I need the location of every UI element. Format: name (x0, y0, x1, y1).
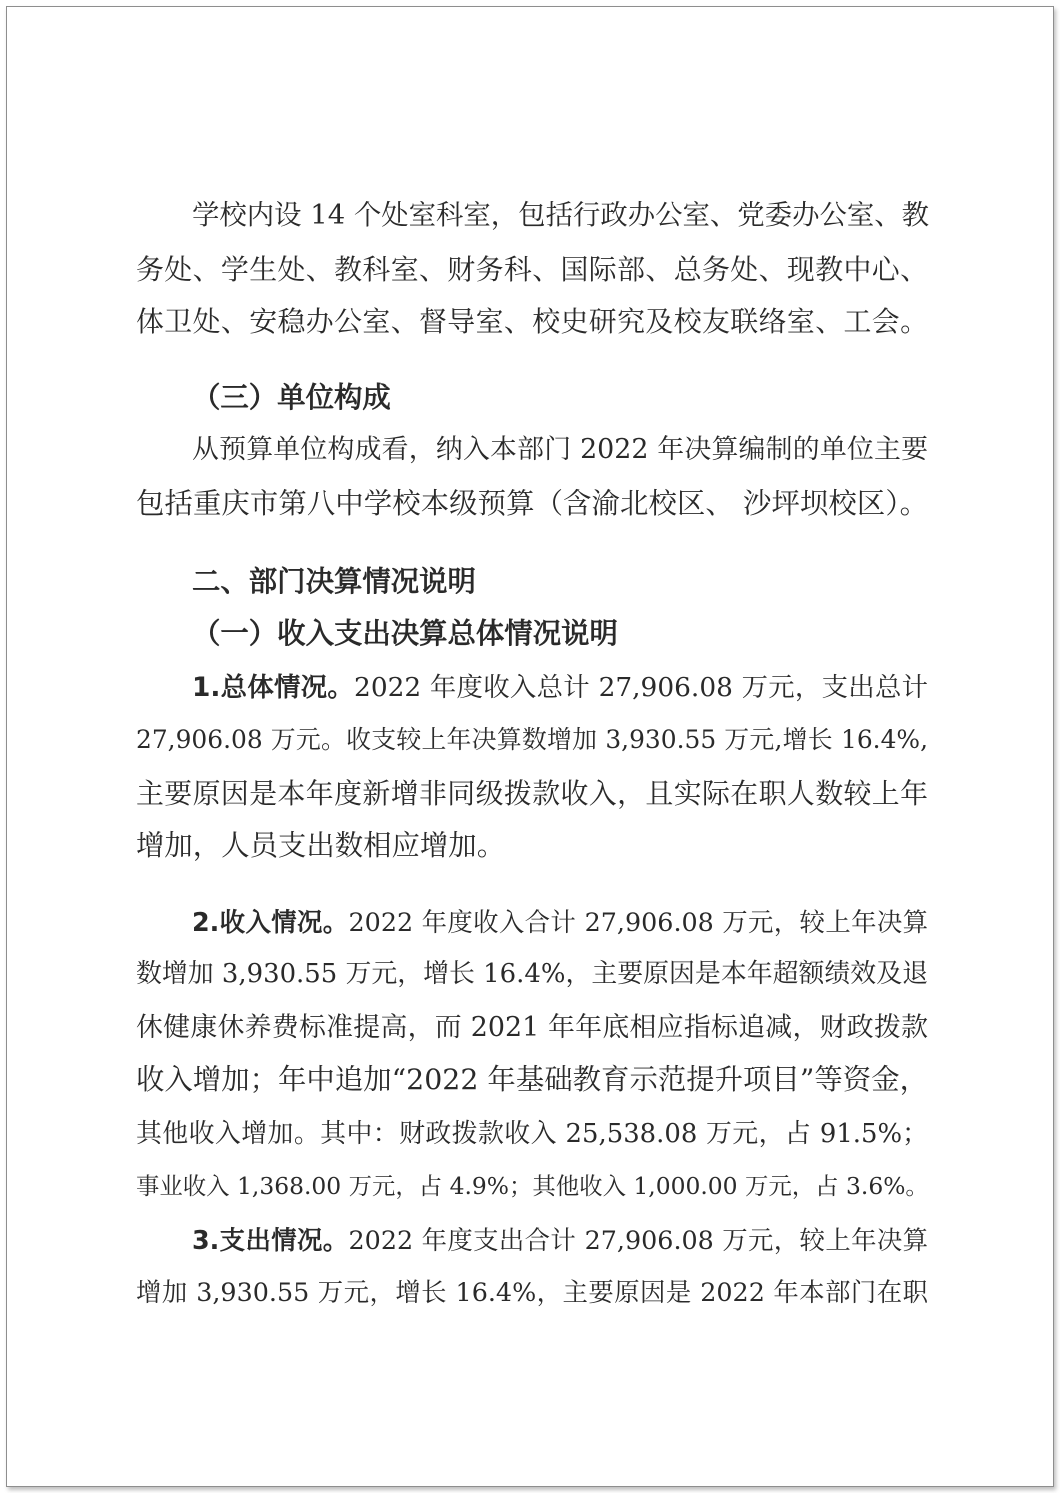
paragraph-line-overall-first (192, 668, 928, 708)
paragraph-line: 主要原因是本年度新增非同级拨款收入，且实际在职人数较上年 (136, 777, 928, 810)
paragraph-line: 数增加 3,930.55 万元，增长 16.4%，主要原因是本年超额绩效及退 (136, 959, 928, 989)
item-text: 2022 年度收入合计 27,906.08 万元，较上年决算 (348, 907, 929, 937)
paragraph-line: 增加，人员支出数相应增加。 (136, 829, 506, 862)
item-text: 2022 年度支出合计 27,906.08 万元，较上年决算 (348, 1225, 929, 1255)
paragraph-line: 27,906.08 万元。收支较上年决算数增加 3,930.55 万元,增长 16.4%, (136, 725, 928, 754)
paragraph-line: 休健康休养费标准提高，而 2021 年年底相应指标追减，财政拨款 (136, 1012, 928, 1043)
paragraph-line-expense-first (192, 1220, 928, 1260)
paragraph-line: 体卫处、安稳办公室、督导室、校史研究及校友联络室、工会。 (136, 305, 928, 338)
paragraph-line: 包括重庆市第八中学校本级预算（含渝北校区、 沙坪坝校区）。 (136, 487, 928, 520)
item-lead: 3.支出情况。 (192, 1225, 349, 1255)
paragraph-line: 增加 3,930.55 万元，增长 16.4%，主要原因是 2022 年本部门在职 (136, 1277, 928, 1307)
paragraph-line: 学校内设 14 个处室科室，包括行政办公室、党委办公室、教 (192, 200, 930, 231)
section-heading-unit: （三）单位构成 (192, 381, 391, 414)
sub-heading-overview: （一）收入支出决算总体情况说明 (192, 617, 618, 650)
paragraph-line: 务处、学生处、教科室、财务科、国际部、总务处、现教中心、 (136, 253, 928, 286)
item-lead: 1.总体情况。 (192, 672, 355, 703)
paragraph-line: 其他收入增加。其中：财政拨款收入 25,538.08 万元，占 91.5%； (136, 1119, 928, 1149)
paragraph-line: 从预算单位构成看，纳入本部门 2022 年决算编制的单位主要 (192, 434, 928, 465)
item-lead: 2.收入情况。 (192, 907, 349, 937)
paragraph-line-income-first (192, 902, 928, 942)
section-heading-two: 二、部门决算情况说明 (192, 565, 476, 598)
paragraph-line: 收入增加；年中追加“2022 年基础教育示范提升项目”等资金， (136, 1063, 928, 1096)
item-text: 2022 年度收入总计 27,906.08 万元，支出总计 (354, 672, 929, 703)
paragraph-line: 事业收入 1,368.00 万元，占 4.9%；其他收入 1,000.00 万元，占 3.6%。 (136, 1172, 929, 1200)
